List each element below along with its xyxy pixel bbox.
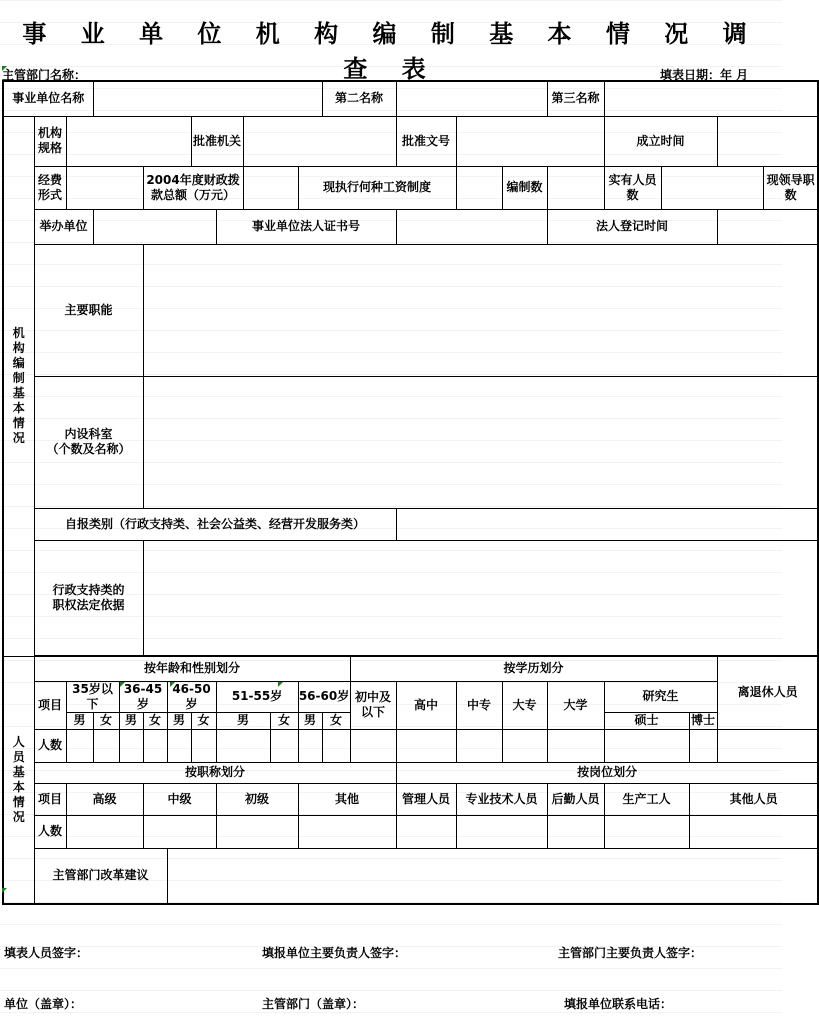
dept-seal-label: 主管部门（盖章）： (262, 997, 365, 1011)
count-cell[interactable] (547, 729, 604, 762)
female-label: 女 (191, 712, 216, 729)
title-post-group-row (3, 762, 818, 783)
main-duties-label: 主要职能 (34, 244, 143, 376)
count-cell[interactable] (456, 815, 547, 848)
post-header: 按岗位划分 (396, 762, 818, 783)
registered-label: 法人登记时间 (547, 209, 717, 244)
fiscal-2004-input[interactable] (243, 166, 298, 209)
count-cell[interactable] (66, 729, 93, 762)
departments-input[interactable] (143, 376, 818, 508)
unit-name-row (3, 81, 818, 116)
legal-basis-input[interactable] (143, 540, 818, 655)
title-other: 其他 (298, 783, 396, 815)
post-technical: 专业技术人员 (456, 783, 547, 815)
registered-input[interactable] (717, 209, 818, 244)
male-label: 男 (298, 712, 322, 729)
retired-header: 离退休人员 (717, 656, 818, 729)
established-label: 成立时间 (604, 116, 717, 166)
unit-name-input[interactable] (93, 81, 322, 116)
second-name-label: 第二名称 (322, 81, 396, 116)
wage-system-label: 现执行何种工资制度 (298, 166, 456, 209)
self-report-row (3, 508, 818, 540)
unit-name-label: 事业单位名称 (3, 81, 93, 116)
main-duties-row (3, 244, 818, 376)
count-cell[interactable] (66, 815, 143, 848)
title-junior: 初级 (216, 783, 298, 815)
self-report-input[interactable] (396, 508, 818, 540)
title-senior: 高级 (66, 783, 143, 815)
age-group-4: 51-55岁 (216, 681, 298, 712)
count-cell[interactable] (604, 815, 689, 848)
age-group-2: 36-45岁 (119, 681, 167, 712)
approval-org-label: 批准机关 (191, 116, 243, 166)
edu-junior: 初中及以下 (350, 681, 396, 729)
age-sex-header: 按年龄和性别划分 (34, 656, 350, 681)
count-cell[interactable] (456, 729, 502, 762)
staff-group-row (3, 656, 818, 681)
cell-comment-marker (278, 682, 283, 687)
established-input[interactable] (717, 116, 818, 166)
age-group-1: 35岁以下 (66, 681, 119, 712)
wage-system-input[interactable] (456, 166, 502, 209)
reform-label: 主管部门改革建议 (34, 848, 167, 904)
edu-master: 硕士 (604, 712, 689, 729)
count-cell[interactable] (604, 729, 689, 762)
dept-head-signature-label: 主管部门主要负责人签字： (558, 946, 703, 960)
title-header: 按职称划分 (34, 762, 396, 783)
edu-high: 高中 (396, 681, 456, 729)
female-label: 女 (270, 712, 298, 729)
third-name-label: 第三名称 (547, 81, 604, 116)
staff-section-label: 人员基本情况 (3, 656, 34, 904)
reform-input[interactable] (167, 848, 818, 904)
survey-form-table (2, 80, 819, 905)
count-cell[interactable] (298, 815, 396, 848)
count-cell[interactable] (143, 815, 216, 848)
title-post-count-row (3, 815, 818, 848)
count-cell[interactable] (93, 729, 119, 762)
fill-date-label: 填表日期：年 月 (660, 68, 749, 82)
third-name-input[interactable] (604, 81, 818, 116)
spec-input[interactable] (66, 116, 191, 166)
sponsor-row (3, 209, 818, 244)
departments-row (3, 376, 818, 508)
filler-signature-label: 填表人员签字： (4, 946, 89, 960)
count-cell[interactable] (322, 729, 350, 762)
post-logistics: 后勤人员 (547, 783, 604, 815)
actual-staff-label: 实有人员数 (604, 166, 661, 209)
cell-comment-marker (2, 888, 7, 893)
age-count-row (3, 729, 818, 762)
post-other: 其他人员 (689, 783, 818, 815)
male-label: 男 (66, 712, 93, 729)
spec-row (3, 116, 818, 166)
item-label: 项目 (34, 681, 66, 729)
quota-label: 编制数 (502, 166, 547, 209)
cell-comment-marker (2, 66, 7, 71)
count-cell[interactable] (270, 729, 298, 762)
unit-seal-label: 单位（盖章）： (4, 997, 83, 1011)
edu-graduate: 研究生 (604, 681, 717, 712)
legal-basis-label: 行政支持类的 职权法定依据 (34, 540, 143, 655)
title-post-label-row (3, 783, 818, 815)
count-cell[interactable] (216, 729, 270, 762)
reform-row (3, 848, 818, 904)
funding-row (3, 166, 818, 209)
male-label: 男 (167, 712, 191, 729)
actual-staff-input[interactable] (661, 166, 763, 209)
unit-head-signature-label: 填报单位主要负责人签字： (262, 946, 407, 960)
legal-basis-row (3, 540, 818, 655)
education-header: 按学历划分 (350, 656, 717, 681)
departments-label: 内设科室 （个数及名称） (34, 376, 143, 508)
supervising-dept-label: 主管部门名称： (2, 68, 87, 82)
sponsor-label: 举办单位 (34, 209, 93, 244)
cert-no-label: 事业单位法人证书号 (216, 209, 396, 244)
edu-university: 大学 (547, 681, 604, 729)
female-label: 女 (143, 712, 167, 729)
funding-label: 经费形式 (34, 166, 66, 209)
self-report-label: 自报类别（行政支持类、社会公益类、经营开发服务类） (34, 508, 396, 540)
sponsor-input[interactable] (93, 209, 216, 244)
edu-college: 大专 (502, 681, 547, 729)
count-cell[interactable] (689, 815, 818, 848)
approval-doc-label: 批准文号 (396, 116, 456, 166)
count-cell[interactable] (547, 815, 604, 848)
approval-org-input[interactable] (243, 116, 396, 166)
count-cell[interactable] (350, 729, 396, 762)
male-label: 男 (216, 712, 270, 729)
count-cell[interactable] (396, 815, 456, 848)
cert-no-input[interactable] (396, 209, 547, 244)
fiscal-2004-label: 2004年度财政拨款总额（万元） (143, 166, 243, 209)
male-label: 男 (119, 712, 143, 729)
age-group-3: 46-50岁 (167, 681, 216, 712)
count-cell[interactable] (191, 729, 216, 762)
cell-comment-marker (170, 682, 175, 687)
title-mid: 中级 (143, 783, 216, 815)
count-cell[interactable] (143, 729, 167, 762)
cell-comment-marker (120, 682, 125, 687)
count-cell[interactable] (298, 729, 322, 762)
leaders-label: 现领导职数 (763, 166, 818, 209)
count-cell[interactable] (502, 729, 547, 762)
main-duties-input[interactable] (143, 244, 818, 376)
count-label: 人数 (34, 729, 66, 762)
count-cell[interactable] (689, 729, 717, 762)
count-label: 人数 (34, 815, 66, 848)
edu-doctor: 博士 (691, 713, 716, 727)
second-name-input[interactable] (396, 81, 547, 116)
age-group-row (3, 681, 818, 712)
count-cell[interactable] (167, 729, 191, 762)
female-label: 女 (322, 712, 350, 729)
post-management: 管理人员 (396, 783, 456, 815)
item-label: 项目 (34, 783, 66, 815)
quota-input[interactable] (547, 166, 604, 209)
org-section-label: 机构编制基本情况 (3, 116, 34, 656)
contact-phone-label: 填报单位联系电话： (564, 997, 673, 1011)
count-cell[interactable] (216, 815, 298, 848)
count-cell[interactable] (717, 729, 818, 762)
age-group-5: 56-60岁 (298, 681, 350, 712)
post-production: 生产工人 (604, 783, 689, 815)
funding-input[interactable] (66, 166, 143, 209)
form-title: 事 业 单 位 机 构 编 制 基 本 情 况 调 查 表 (22, 20, 760, 83)
count-cell[interactable] (396, 729, 456, 762)
edu-secondary: 中专 (456, 681, 502, 729)
count-cell[interactable] (119, 729, 143, 762)
approval-doc-input[interactable] (456, 116, 604, 166)
female-label: 女 (93, 712, 119, 729)
spec-label: 机构规格 (34, 116, 66, 166)
